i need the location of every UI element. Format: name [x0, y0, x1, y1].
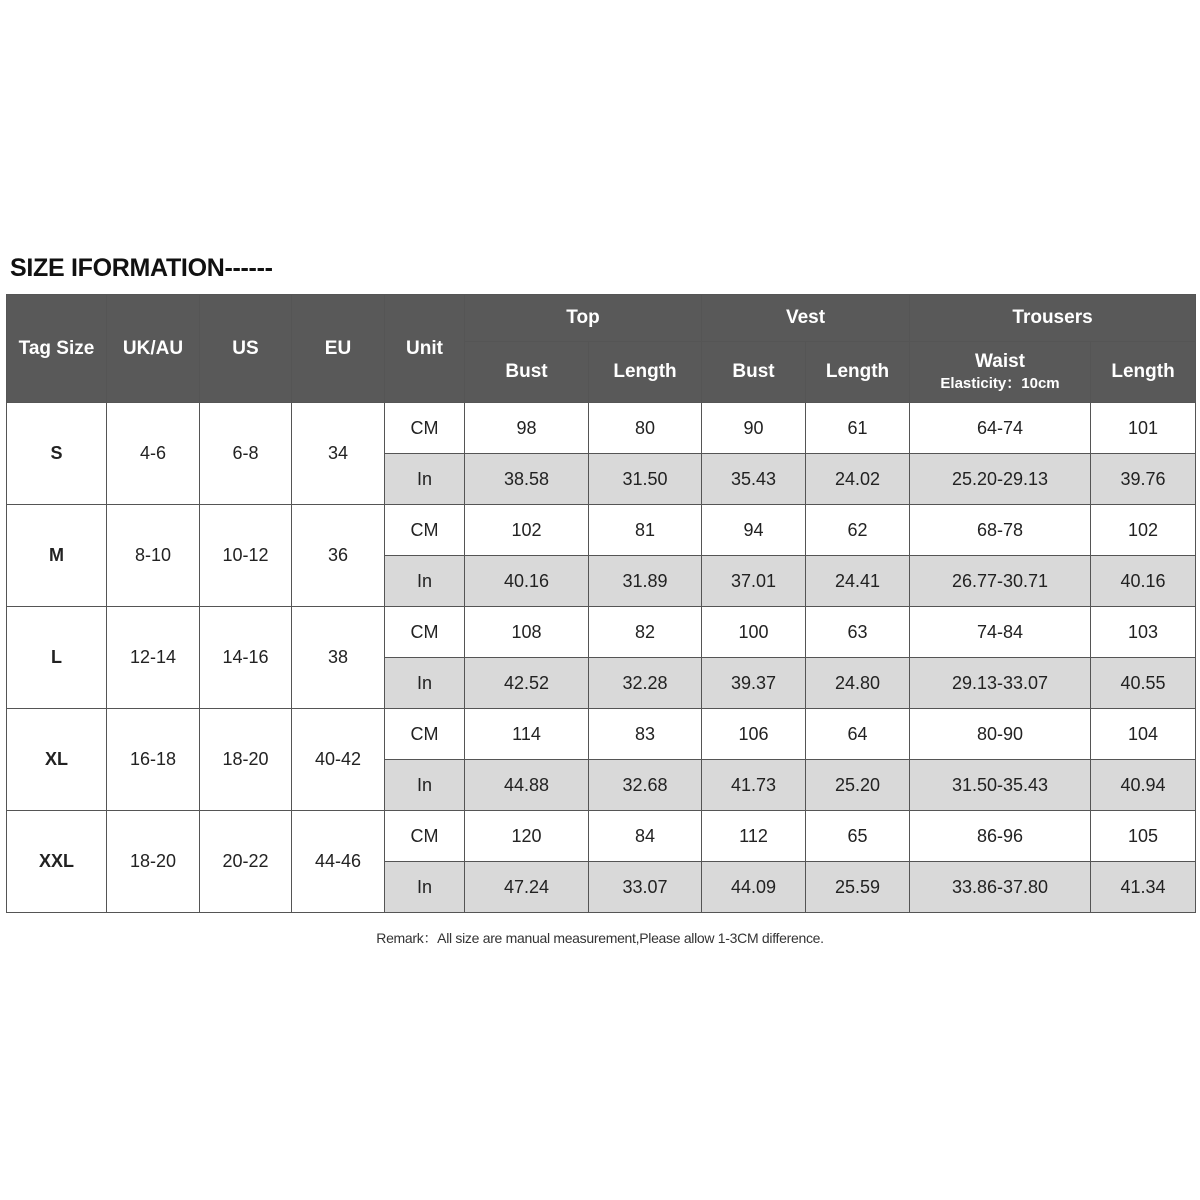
- vest-bust-cell: 39.37: [702, 658, 806, 709]
- vest-length-cell: 25.59: [806, 862, 910, 913]
- top-length-cell: 82: [589, 607, 702, 658]
- waist-cell: 31.50-35.43: [910, 760, 1091, 811]
- top-bust-cell: 114: [465, 709, 589, 760]
- trousers-length-cell: 40.55: [1091, 658, 1196, 709]
- us-cell: 10-12: [200, 505, 292, 607]
- eu-cell: 36: [292, 505, 385, 607]
- header-us: US: [200, 295, 292, 403]
- vest-bust-cell: 41.73: [702, 760, 806, 811]
- table-body: [7, 403, 1196, 913]
- waist-cell: 86-96: [910, 811, 1091, 862]
- eu-cell: 40-42: [292, 709, 385, 811]
- waist-cell: 26.77-30.71: [910, 556, 1091, 607]
- top-length-cell: 31.50: [589, 454, 702, 505]
- table-row: [7, 811, 1196, 862]
- tag-size-cell: XL: [7, 709, 107, 811]
- unit-cell: In: [385, 760, 465, 811]
- trousers-length-cell: 104: [1091, 709, 1196, 760]
- uk-au-cell: 8-10: [107, 505, 200, 607]
- top-bust-cell: 44.88: [465, 760, 589, 811]
- top-length-cell: 32.28: [589, 658, 702, 709]
- top-bust-cell: 102: [465, 505, 589, 556]
- header-tag-size: Tag Size: [7, 295, 107, 403]
- top-length-cell: 84: [589, 811, 702, 862]
- vest-bust-cell: 90: [702, 403, 806, 454]
- header-waist-label: Waist: [975, 351, 1025, 372]
- tag-size-cell: M: [7, 505, 107, 607]
- unit-cell: CM: [385, 505, 465, 556]
- trousers-length-cell: 101: [1091, 403, 1196, 454]
- header-top-bust: Bust: [465, 342, 589, 403]
- remark-text: Remark：All size are manual measurement,Please allow 1-3CM difference.: [376, 930, 824, 946]
- vest-bust-cell: 37.01: [702, 556, 806, 607]
- vest-length-cell: 61: [806, 403, 910, 454]
- trousers-length-cell: 40.16: [1091, 556, 1196, 607]
- vest-length-cell: 62: [806, 505, 910, 556]
- top-length-cell: 31.89: [589, 556, 702, 607]
- vest-length-cell: 24.41: [806, 556, 910, 607]
- vest-bust-cell: 94: [702, 505, 806, 556]
- waist-cell: 25.20-29.13: [910, 454, 1091, 505]
- waist-cell: 68-78: [910, 505, 1091, 556]
- vest-length-cell: 65: [806, 811, 910, 862]
- vest-length-cell: 63: [806, 607, 910, 658]
- unit-cell: CM: [385, 607, 465, 658]
- vest-bust-cell: 100: [702, 607, 806, 658]
- trousers-length-cell: 39.76: [1091, 454, 1196, 505]
- header-uk-au: UK/AU: [107, 295, 200, 403]
- header-waist: [910, 342, 1091, 403]
- us-cell: 20-22: [200, 811, 292, 913]
- waist-cell: 74-84: [910, 607, 1091, 658]
- size-chart-table: [6, 294, 1196, 913]
- header-unit: Unit: [385, 295, 465, 403]
- us-cell: 18-20: [200, 709, 292, 811]
- top-length-cell: 80: [589, 403, 702, 454]
- table-row: [7, 709, 1196, 760]
- table-row: [7, 505, 1196, 556]
- header-vest-bust: Bust: [702, 342, 806, 403]
- unit-cell: In: [385, 556, 465, 607]
- top-bust-cell: 120: [465, 811, 589, 862]
- unit-cell: CM: [385, 709, 465, 760]
- trousers-length-cell: 103: [1091, 607, 1196, 658]
- top-length-cell: 83: [589, 709, 702, 760]
- vest-bust-cell: 35.43: [702, 454, 806, 505]
- header-trousers: Trousers: [910, 295, 1196, 342]
- uk-au-cell: 4-6: [107, 403, 200, 505]
- top-length-cell: 33.07: [589, 862, 702, 913]
- unit-cell: In: [385, 862, 465, 913]
- header-top: Top: [465, 295, 702, 342]
- header-trousers-length: Length: [1091, 342, 1196, 403]
- vest-bust-cell: 106: [702, 709, 806, 760]
- header-waist-note: Elasticity：10cm: [940, 375, 1060, 392]
- us-cell: 6-8: [200, 403, 292, 505]
- waist-cell: 64-74: [910, 403, 1091, 454]
- unit-cell: In: [385, 658, 465, 709]
- header-row-groups: [7, 295, 1196, 342]
- trousers-length-cell: 41.34: [1091, 862, 1196, 913]
- table-row: [7, 403, 1196, 454]
- tag-size-cell: S: [7, 403, 107, 505]
- uk-au-cell: 12-14: [107, 607, 200, 709]
- header-eu: EU: [292, 295, 385, 403]
- unit-cell: CM: [385, 811, 465, 862]
- trousers-length-cell: 102: [1091, 505, 1196, 556]
- eu-cell: 38: [292, 607, 385, 709]
- table-row: [7, 607, 1196, 658]
- vest-length-cell: 24.02: [806, 454, 910, 505]
- tag-size-cell: XXL: [7, 811, 107, 913]
- eu-cell: 34: [292, 403, 385, 505]
- top-bust-cell: 42.52: [465, 658, 589, 709]
- waist-cell: 80-90: [910, 709, 1091, 760]
- uk-au-cell: 16-18: [107, 709, 200, 811]
- top-bust-cell: 40.16: [465, 556, 589, 607]
- top-bust-cell: 38.58: [465, 454, 589, 505]
- trousers-length-cell: 105: [1091, 811, 1196, 862]
- top-length-cell: 32.68: [589, 760, 702, 811]
- unit-cell: CM: [385, 403, 465, 454]
- waist-cell: 29.13-33.07: [910, 658, 1091, 709]
- tag-size-cell: L: [7, 607, 107, 709]
- vest-bust-cell: 112: [702, 811, 806, 862]
- vest-bust-cell: 44.09: [702, 862, 806, 913]
- header-vest-length: Length: [806, 342, 910, 403]
- vest-length-cell: 64: [806, 709, 910, 760]
- top-bust-cell: 47.24: [465, 862, 589, 913]
- uk-au-cell: 18-20: [107, 811, 200, 913]
- top-bust-cell: 108: [465, 607, 589, 658]
- top-bust-cell: 98: [465, 403, 589, 454]
- us-cell: 14-16: [200, 607, 292, 709]
- vest-length-cell: 24.80: [806, 658, 910, 709]
- header-top-length: Length: [589, 342, 702, 403]
- unit-cell: In: [385, 454, 465, 505]
- page-title: SIZE IFORMATION------: [10, 254, 273, 282]
- eu-cell: 44-46: [292, 811, 385, 913]
- trousers-length-cell: 40.94: [1091, 760, 1196, 811]
- top-length-cell: 81: [589, 505, 702, 556]
- header-vest: Vest: [702, 295, 910, 342]
- waist-cell: 33.86-37.80: [910, 862, 1091, 913]
- vest-length-cell: 25.20: [806, 760, 910, 811]
